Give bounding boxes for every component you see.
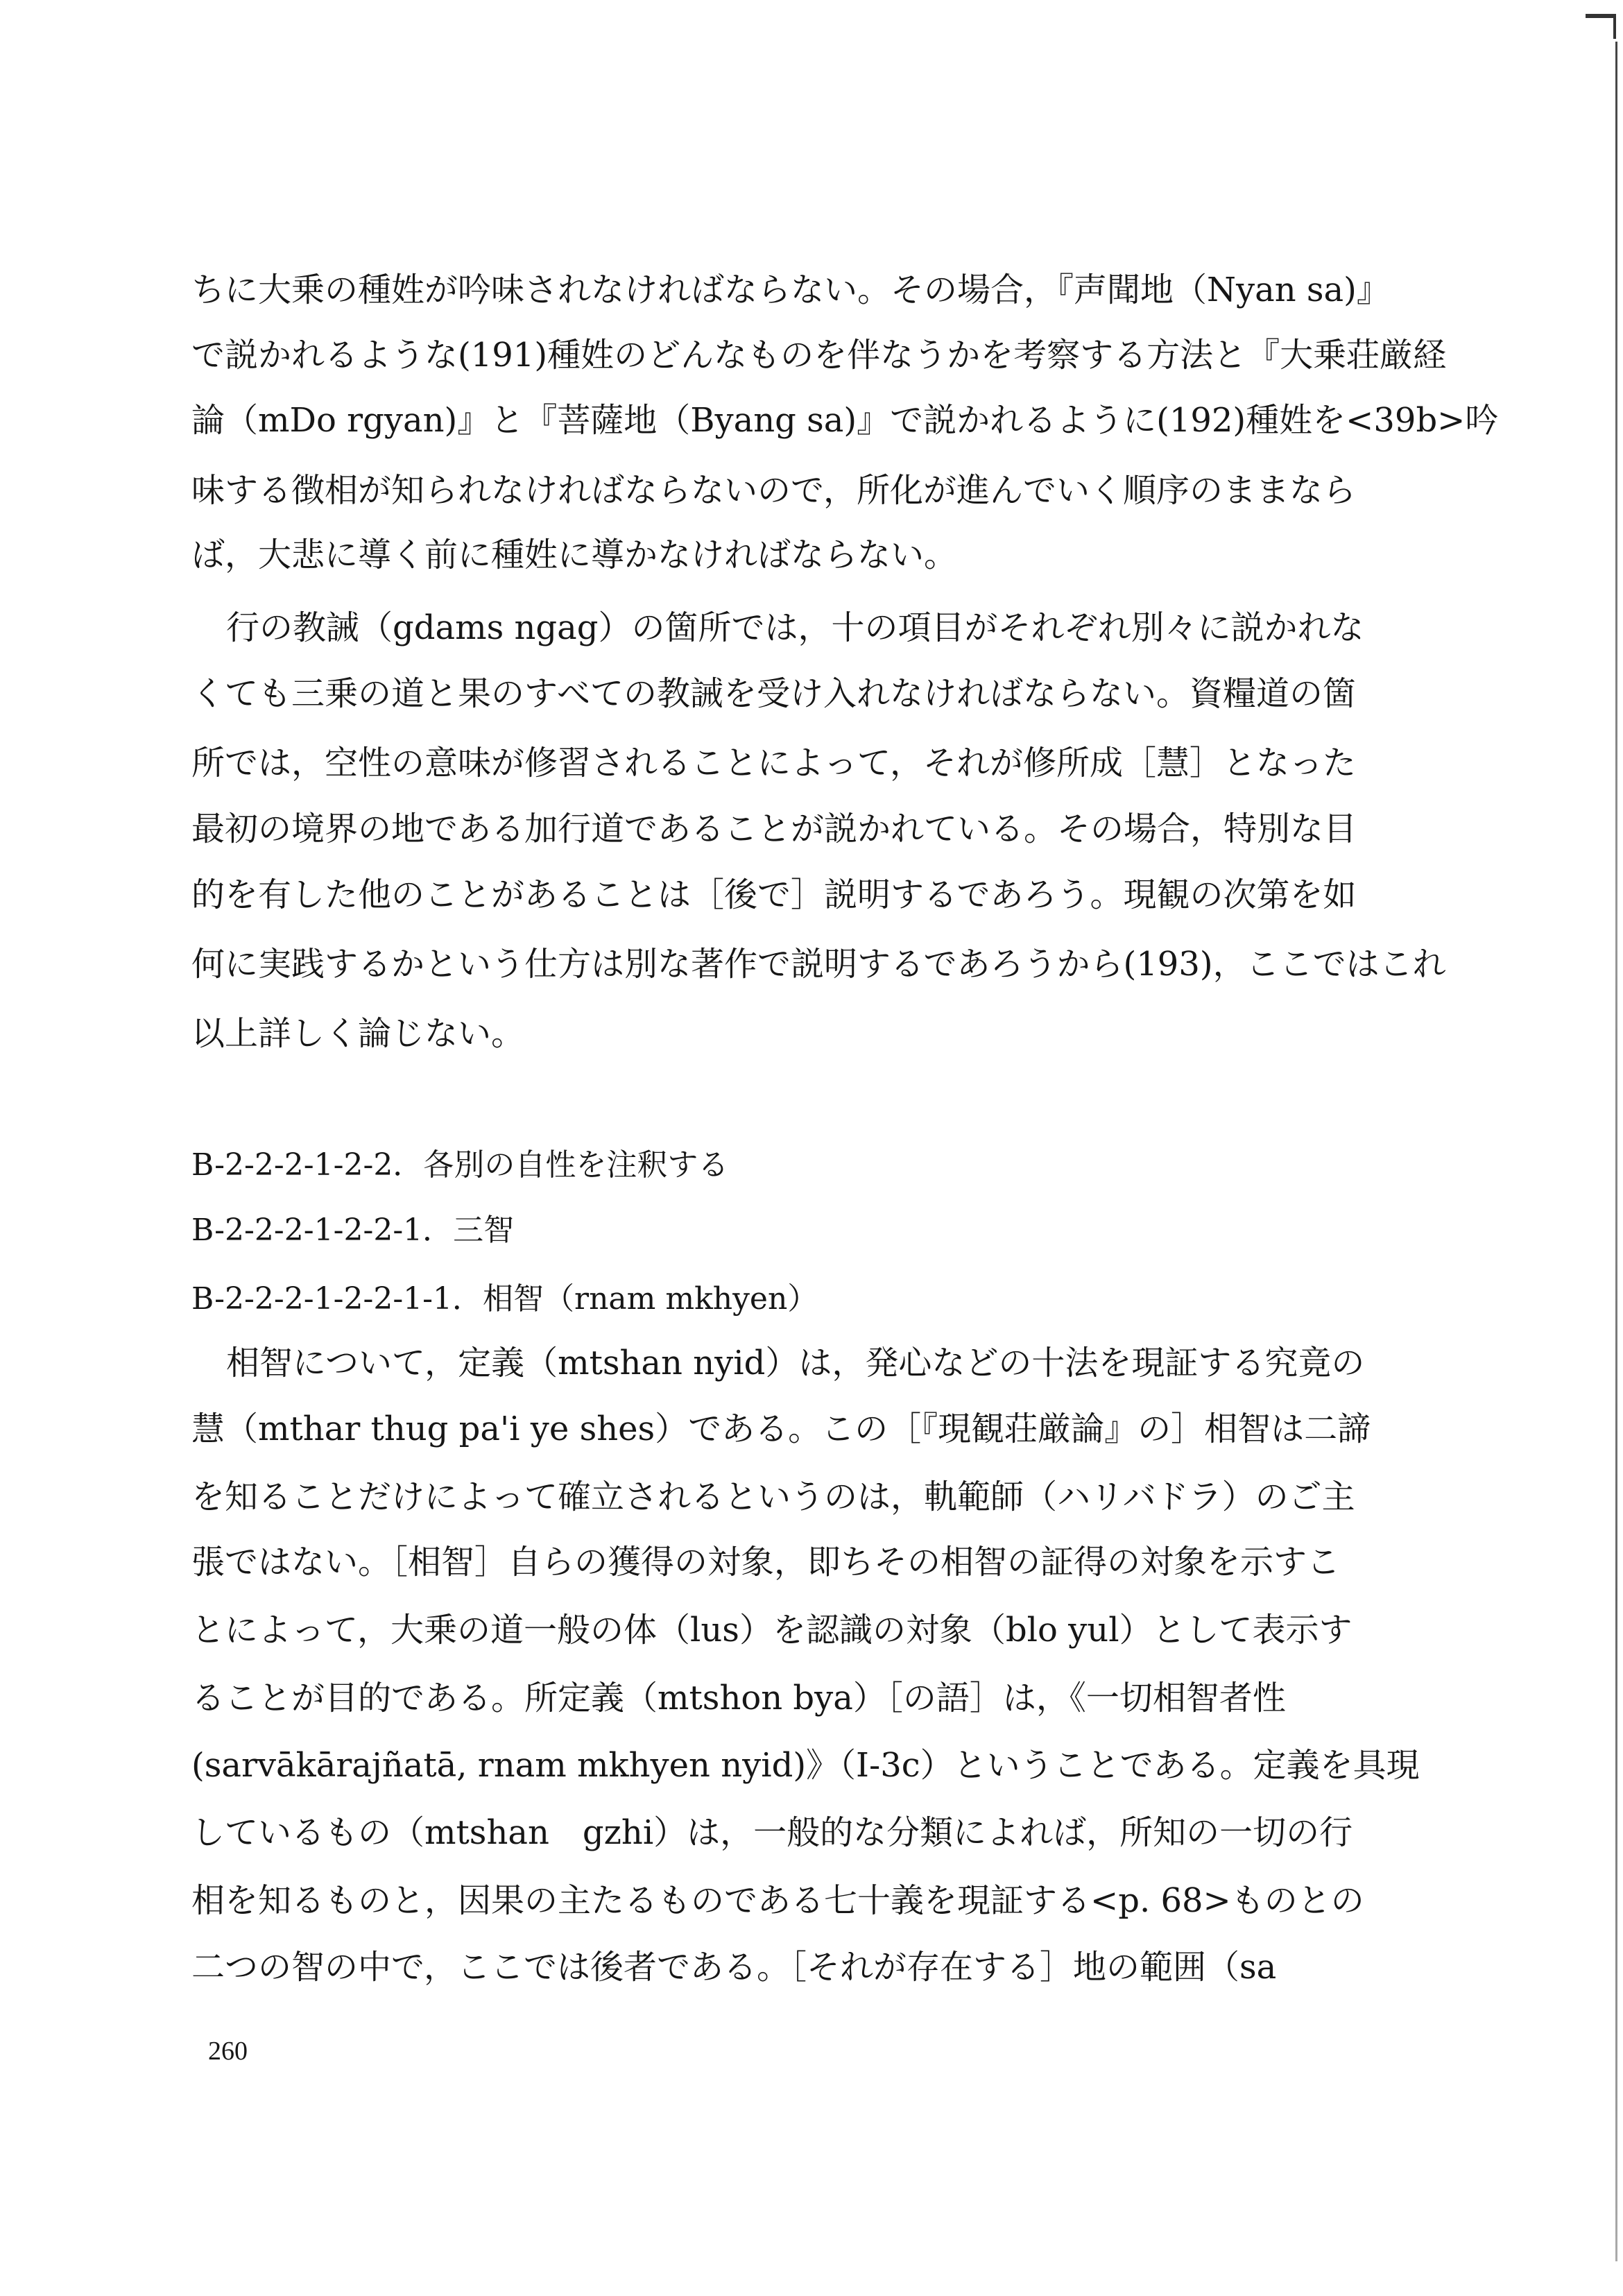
text-line: 張ではない。［相智］自らの獲得の対象，即ちその相智の証得の対象を示すこ xyxy=(191,1543,1341,1582)
text-line: とによって，大乗の道一般の体（lus）を認識の対象（blo yul）として表示す xyxy=(191,1611,1352,1650)
page-number: 260 xyxy=(208,2037,248,2066)
text-line: (sarvākārajñatā, rnam mkhyen nyid)》（I-3c）ということである。定義を具現 xyxy=(191,1746,1420,1785)
text-line: ば，大悲に導く前に種姓に導かなければならない。 xyxy=(191,536,958,574)
binding-shadow-line xyxy=(1615,42,1617,2261)
text-line: 論（mDo rgyan)』と『菩薩地（Byang sa)』で説かれるように(192)種姓を<39b>吟 xyxy=(191,401,1499,440)
text-line: 味する徴相が知られなければならないので，所化が進んでいく順序のままなら xyxy=(191,471,1357,510)
text-line: で説かれるような(191)種姓のどんなものを伴なうかを考察する方法と『大乗荘厳経 xyxy=(191,336,1447,375)
text-line: 慧（mthar thug pa'i ye shes）である。この［『現観荘厳論』の］相智は二諦 xyxy=(191,1410,1371,1448)
text-line: 二つの智の中で，ここでは後者である。［それが存在する］地の範囲（sa xyxy=(191,1948,1277,1987)
text-line: 相智について，定義（mtshan nyid）は，発心などの十法を現証する究竟の xyxy=(226,1344,1365,1382)
text-line: 最初の境界の地である加行道であることが説かれている。その場合，特別な目 xyxy=(191,809,1357,848)
text-line: くても三乗の道と果のすべての教誡を受け入れなければならない。資糧道の箇 xyxy=(191,674,1357,713)
scan-binding-edge xyxy=(1588,0,1623,2296)
page-corner-mark xyxy=(1586,14,1616,39)
text-line: を知ることだけによって確立されるというのは，軌範師（ハリバドラ）のご主 xyxy=(191,1477,1355,1516)
text-line: 以上詳しく論じない。 xyxy=(191,1014,525,1053)
section-heading: B-2-2-2-1-2-2．各別の自性を注釈する xyxy=(191,1147,729,1183)
text-line: 相を知るものと，因果の主たるものである七十義を現証する<p. 68>ものとの xyxy=(191,1881,1364,1920)
text-line: ることが目的である。所定義（mtshon bya）［の語］は，《一切相智者性 xyxy=(191,1679,1286,1717)
text-line: ちに大乗の種姓が吟味されなければならない。その場合，『声聞地（Nyan sa)』 xyxy=(191,271,1390,309)
text-line: 的を有した他のことがあることは［後で］説明するであろう。現観の次第を如 xyxy=(191,875,1357,914)
section-heading: B-2-2-2-1-2-2-1．三智 xyxy=(191,1213,515,1248)
text-line: 所では，空性の意味が修習されることによって，それが修所成［慧］となった xyxy=(191,744,1357,782)
section-heading: B-2-2-2-1-2-2-1-1．相智（rnam mkhyen） xyxy=(191,1281,818,1317)
text-line: しているもの（mtshan gzhi）は，一般的な分類によれば，所知の一切の行 xyxy=(191,1813,1353,1852)
text-line: 何に実践するかという仕方は別な著作で説明するであろうから(193)，ここではこれ xyxy=(191,945,1446,984)
text-line: 行の教誡（gdams ngag）の箇所では，十の項目がそれぞれ別々に説かれな xyxy=(226,608,1364,647)
